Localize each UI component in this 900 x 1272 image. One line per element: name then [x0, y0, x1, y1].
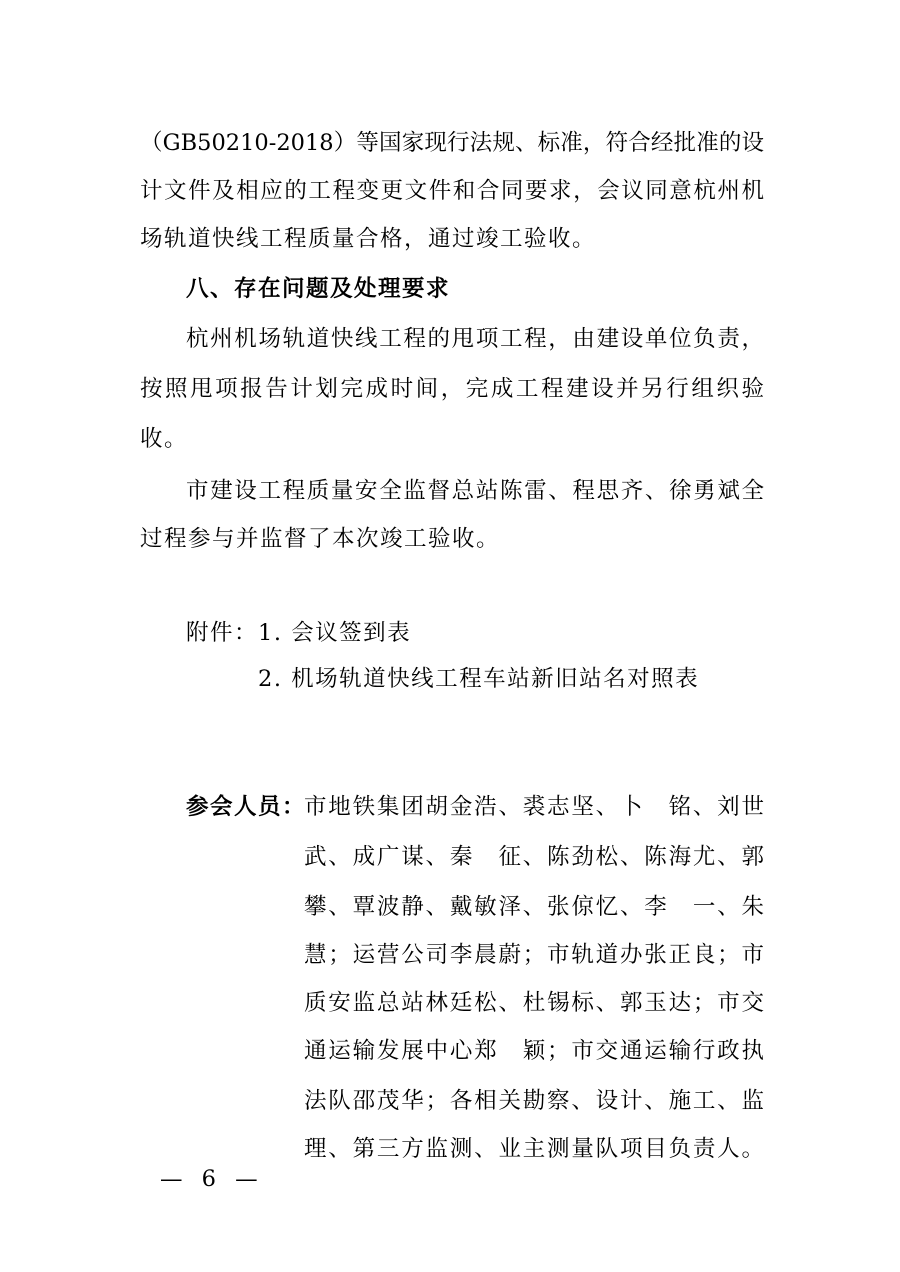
participants-line-1: 市地铁集团胡金浩、裘志坚、卜 铭、刘世 [304, 794, 764, 820]
participants-line-3: 攀、覃波静、戴敏泽、张倞忆、李 一、朱 [304, 894, 764, 920]
participants-line-2: 武、成广谋、秦 征、陈劲松、陈海尤、郭 [304, 844, 764, 870]
attachment-item-2: 2. 机场轨道快线工程车站新旧站名对照表 [258, 666, 700, 692]
remaining-work-line-1: 杭州机场轨道快线工程的甩项工程，由建设单位负责， [186, 326, 764, 352]
acceptance-line-2: 计文件及相应的工程变更文件和合同要求，会议同意杭州机 [140, 178, 764, 204]
attachment-item-1 [186, 618, 746, 648]
participants-label: 参会人员： [186, 794, 307, 820]
participants-line-7: 法队邵茂华；各相关勘察、设计、施工、监 [304, 1088, 764, 1114]
supervision-line-2: 过程参与并监督了本次竣工验收。 [140, 526, 501, 552]
supervision-line-1: 市建设工程质量安全监督总站陈雷、程思齐、徐勇斌全 [186, 478, 764, 504]
participants-line-4: 慧；运营公司李晨蔚；市轨道办张正良；市 [304, 942, 764, 968]
remaining-work-line-2: 按照甩项报告计划完成时间，完成工程建设并另行组织验 [140, 376, 764, 402]
attachment-label: 附件： [186, 620, 259, 646]
attachment-text-1: 1. 会议签到表 [258, 620, 412, 646]
page-number: — 6 — [160, 1166, 264, 1192]
acceptance-line-1: （GB50210-2018）等国家现行法规、标准，符合经批准的设 [140, 130, 764, 156]
participants-line-6: 通运输发展中心郑 颖；市交通运输行政执 [304, 1038, 764, 1064]
acceptance-line-3: 场轨道快线工程质量合格，通过竣工验收。 [140, 226, 597, 252]
participants-line-8: 理、第三方监测、业主测量队项目负责人。 [304, 1136, 764, 1162]
participants-line-5: 质安监总站林廷松、杜锡标、郭玉达；市交 [304, 990, 764, 1016]
remaining-work-line-3: 收。 [140, 426, 189, 452]
section-heading: 八、存在问题及处理要求 [186, 276, 451, 302]
